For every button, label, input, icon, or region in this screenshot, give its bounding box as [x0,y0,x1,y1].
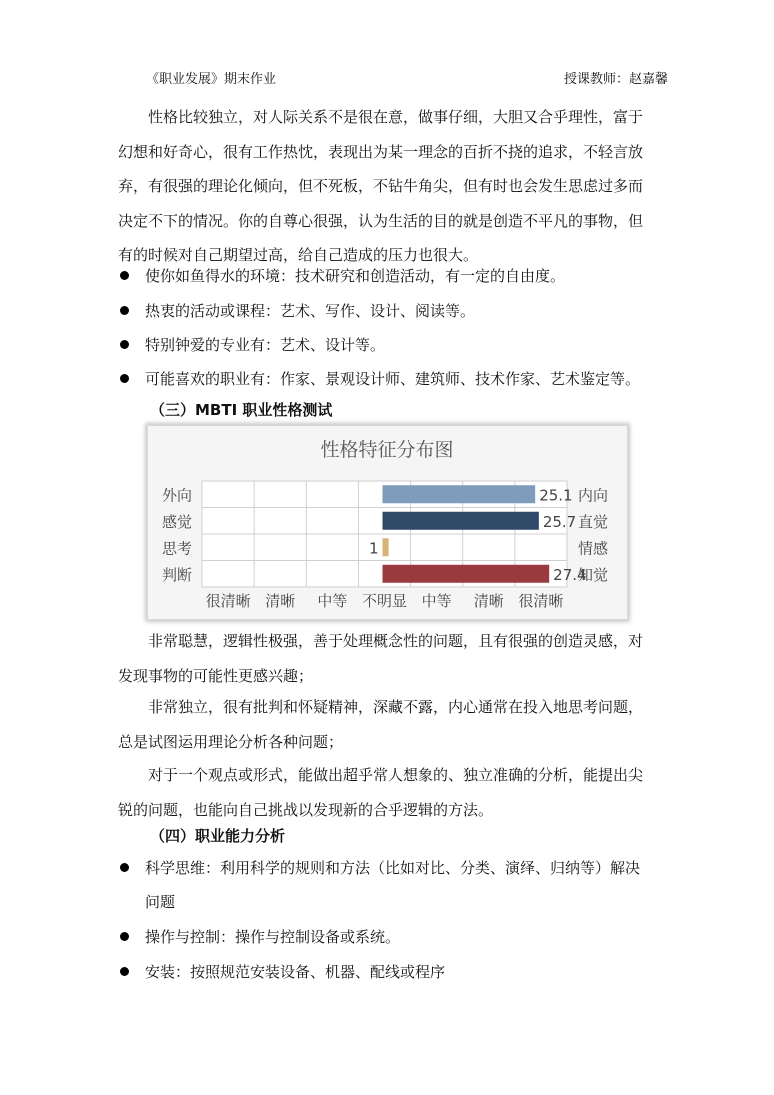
mbti-paragraph [118,624,662,693]
left-trait-label: 思考 [162,539,193,558]
bullet-text: 操作与控制：操作与控制设备或系统。 [145,928,401,946]
right-trait-label: 直觉 [578,512,609,531]
bullet-dot-icon [120,374,129,383]
bar [383,538,389,556]
bullet-text: 使你如鱼得水的环境：技术研究和创造活动，有一定的自由度。 [145,267,566,285]
paragraph-line: 总是试图运用理论分析各种问题； [118,732,344,751]
intro-line: 性格比较独立，对人际关系不是很在意，做事仔细，大胆又合乎理性，富于 [148,108,644,126]
x-tick-label: 清晰 [473,592,504,610]
chart-title: 性格特征分布图 [320,439,454,461]
intro-line: 弃，有很强的理论化倾向，但不死板，不钻牛角尖，但有时也会发生思虑过多而 [118,177,644,195]
left-trait-label: 外向 [162,486,193,505]
mbti-paragraph [118,690,662,759]
paragraph-line: 发现事物的可能性更感兴趣； [118,666,314,685]
left-trait-label: 感觉 [162,512,193,531]
x-tick-label: 中等 [317,592,348,610]
bar [383,512,539,530]
bar [383,565,550,583]
bullet-item [118,920,678,954]
x-tick-label: 不明显 [361,592,408,610]
bullet-item [118,259,678,293]
bullet-item [118,955,678,989]
mbti-chart [147,425,628,620]
x-tick-label: 很清晰 [518,592,564,610]
paragraph-line: 对于一个观点或形式，能做出超乎常人想象的、独立准确的分析，能提出尖 [148,766,644,784]
intro-paragraph [118,100,662,273]
section-title-ability: （四）职业能力分析 [150,827,286,845]
left-trait-label: 判断 [162,565,193,584]
mbti-paragraph [118,758,662,827]
bar [383,485,536,503]
bar-value-label: 25.7 [542,512,577,531]
x-tick-label: 很清晰 [205,592,251,610]
paragraph-line: 锐的问题，也能向自己挑战以发现新的合乎逻辑的方法。 [118,800,494,819]
right-trait-label: 情感 [578,539,609,558]
bar-value-label: 27.4 [553,565,587,584]
bullet-text: 安装：按照规范安装设备、机器、配线或程序 [145,963,446,981]
section-title-mbti: （三）MBTI 职业性格测试 [150,401,333,419]
bar-value-label: 1 [368,539,379,558]
bullet-text: 热衷的活动或课程：艺术、写作、设计、阅读等。 [145,302,476,320]
bullet-dot-icon [120,340,129,349]
right-trait-label: 内向 [578,486,609,505]
bullet-item [118,328,678,362]
bullet-text-continued: 问题 [145,893,176,911]
x-tick-label: 中等 [421,592,452,610]
bullet-dot-icon [120,306,129,315]
bullet-text: 科学思维：利用科学的规则和方法（比如对比、分类、演绎、归纳等）解决 [145,859,641,877]
bar-value-label: 25.1 [539,486,573,505]
bullet-dot-icon [120,932,129,941]
bullet-dot-icon [120,863,129,872]
paragraph-line: 非常独立，很有批判和怀疑精神，深藏不露，内心通常在投入地思考问题， [148,698,644,716]
bullet-text: 可能喜欢的职业有：作家、景观设计师、建筑师、技术作家、艺术鉴定等。 [145,370,641,388]
right-trait-label: 知觉 [578,565,609,584]
bullet-text: 特别钟爱的专业有：艺术、设计等。 [145,336,386,354]
bullet-item [118,362,678,396]
header-course-title: 《职业发展》期末作业 [146,72,277,87]
paragraph-line: 非常聪慧，逻辑性极强，善于处理概念性的问题，且有很强的创造灵感，对 [148,632,644,650]
x-tick-label: 清晰 [265,592,296,610]
intro-line: 幻想和好奇心，很有工作热忱，表现出为某一理念的百折不挠的追求，不轻言放 [118,142,644,161]
bullet-item [118,851,678,919]
bullet-item [118,294,678,328]
bullet-dot-icon [120,967,129,976]
intro-line: 决定不下的情况。你的自尊心很强，认为生活的目的就是创造不平凡的事物，但 [118,211,644,230]
intro-line: 有的时候对自己期望过高，给自己造成的压力也很大。 [118,246,479,264]
mbti-chart-svg [148,426,627,619]
header-teacher: 授课教师：赵嘉馨 [563,72,668,87]
bullet-dot-icon [120,271,129,280]
